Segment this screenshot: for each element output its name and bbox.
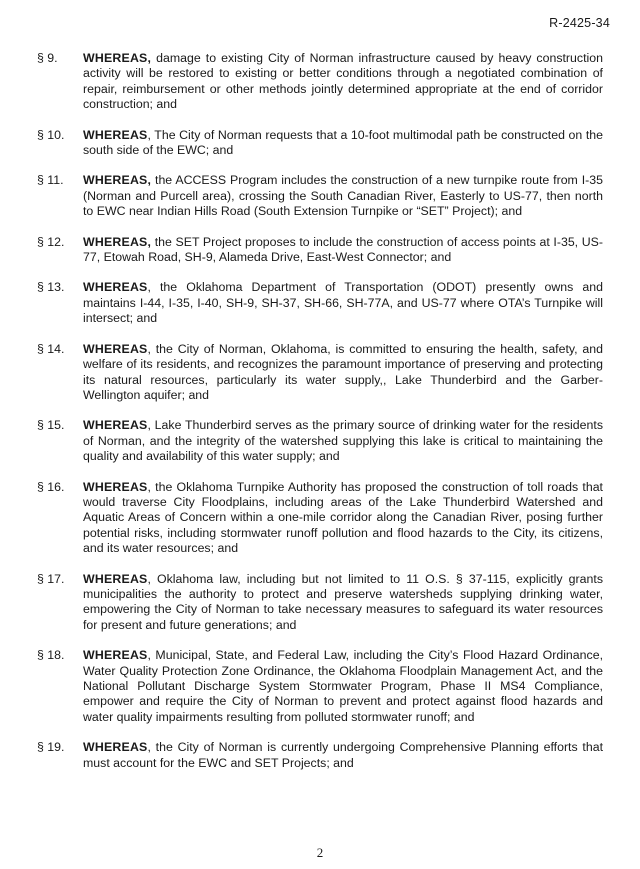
whereas-keyword: WHEREAS [83,479,148,494]
section-text [83,173,603,219]
whereas-keyword: WHEREAS [83,740,148,755]
section-16 [37,480,603,557]
section-text [83,235,603,266]
section-number: § 15. [37,418,65,433]
section-text [83,572,603,634]
section-number: § 19. [37,740,65,755]
section-body: , the City of Norman, Oklahoma, is committed to ensuring the health, safety, and welfare of its residents, and recognizes the paramount importance of preserving and protecting its natural resources, particularly its water supply,, Lake Thunderbird and the Garber-Wellington aquifer; and [83,341,603,402]
section-text [83,128,603,159]
section-number: § 14. [37,341,65,356]
section-number: § 16. [37,479,65,494]
section-17 [37,572,603,634]
section-12 [37,235,603,266]
section-text [83,648,603,725]
section-text [83,480,603,557]
section-body: , Lake Thunderbird serves as the primary source of drinking water for the residents of Norman, and the integrity of the watershed supplying this lake is critical to maintaining the quality and availability of this water supply; and [83,418,603,464]
section-body: , Oklahoma law, including but not limited to 11 O.S. § 37-115, explicitly grants municipalities the authority to protect and preserve watersheds supplying drinking water, empowering the City of Norman to take necessary measures to safeguard its water resources for present and future generations; and [83,571,603,632]
whereas-keyword: WHEREAS [83,280,148,295]
section-body: the ACCESS Program includes the construction of a new turnpike route from I-35 (Norman and Purcell area), crossing the South Canadian River, Easterly to US-77, then north to EWC near Indian Hills Road (South Extension Turnpike or “SET” Project); and [83,173,603,219]
section-number: § 12. [37,234,65,249]
whereas-keyword: WHEREAS [83,571,148,586]
whereas-keyword: WHEREAS [83,418,148,433]
section-number: § 18. [37,648,65,663]
section-number: § 11. [37,173,64,188]
section-body: , the Oklahoma Turnpike Authority has proposed the construction of toll roads that would traverse City Floodplains, including areas of the Lake Thunderbird Watershed and Aquatic Areas of Concern within a one-mile corridor along the Canadian River, posing further potential risks, including stormwater runoff pollution and flood hazards to the City, its citizens, and its water resources; and [83,479,603,556]
section-number: § 10. [37,127,65,142]
whereas-keyword: WHEREAS [83,127,148,142]
section-text [83,740,603,771]
section-body: damage to existing City of Norman infrastructure caused by heavy construction activity will be restored to existing or better conditions through a negotiated combination of repair, reimbursement or other methods jointly determined appropriate at the end of corridor construction; and [83,51,603,112]
section-number: § 17. [37,571,65,586]
section-15 [37,418,603,464]
whereas-keyword: WHEREAS [83,648,148,663]
section-number: § 9. [37,51,58,65]
section-number: § 13. [37,280,65,295]
section-19 [37,740,603,771]
section-body: , the City of Norman is currently undergoing Comprehensive Planning efforts that must account for the EWC and SET Projects; and [83,740,603,770]
whereas-keyword: WHEREAS, [83,173,152,188]
section-body: the SET Project proposes to include the construction of access points at I-35, US-77, Etowah Road, SH-9, Alameda Drive, East-West Connector; and [83,234,603,265]
section-13 [37,280,603,326]
section-body: , The City of Norman requests that a 10-foot multimodal path be constructed on the south side of the EWC; and [83,127,603,158]
section-text [83,342,603,404]
whereas-keyword: WHEREAS, [83,51,152,65]
section-text [83,51,603,113]
document-reference-number: R-2425-34 [549,16,610,30]
section-body: , the Oklahoma Department of Transportation (ODOT) presently owns and maintains I-44, I-35, I-40, SH-9, SH-37, SH-66, SH-77A, and US-77 where OTA’s Turnpike will intersect; and [83,280,603,326]
section-11 [37,173,603,219]
section-body: , Municipal, State, and Federal Law, including the City’s Flood Hazard Ordinance, Water Quality Protection Zone Ordinance, the Oklahoma Floodplain Management Act, and the National Pollutant Discharge System Stormwater Program, Phase II MS4 Compliance, empower and require the City of Norman to prevent and protect against flood hazards and water quality impairments resulting from polluted stormwater runoff; and [83,648,603,724]
section-14 [37,342,603,404]
section-9 [37,51,603,113]
section-text [83,418,603,464]
section-18 [37,648,603,725]
whereas-keyword: WHEREAS, [83,234,152,249]
resolution-sections [37,51,603,786]
whereas-keyword: WHEREAS [83,341,148,356]
page-number: 2 [316,845,324,860]
section-10 [37,128,603,159]
section-text [83,280,603,326]
